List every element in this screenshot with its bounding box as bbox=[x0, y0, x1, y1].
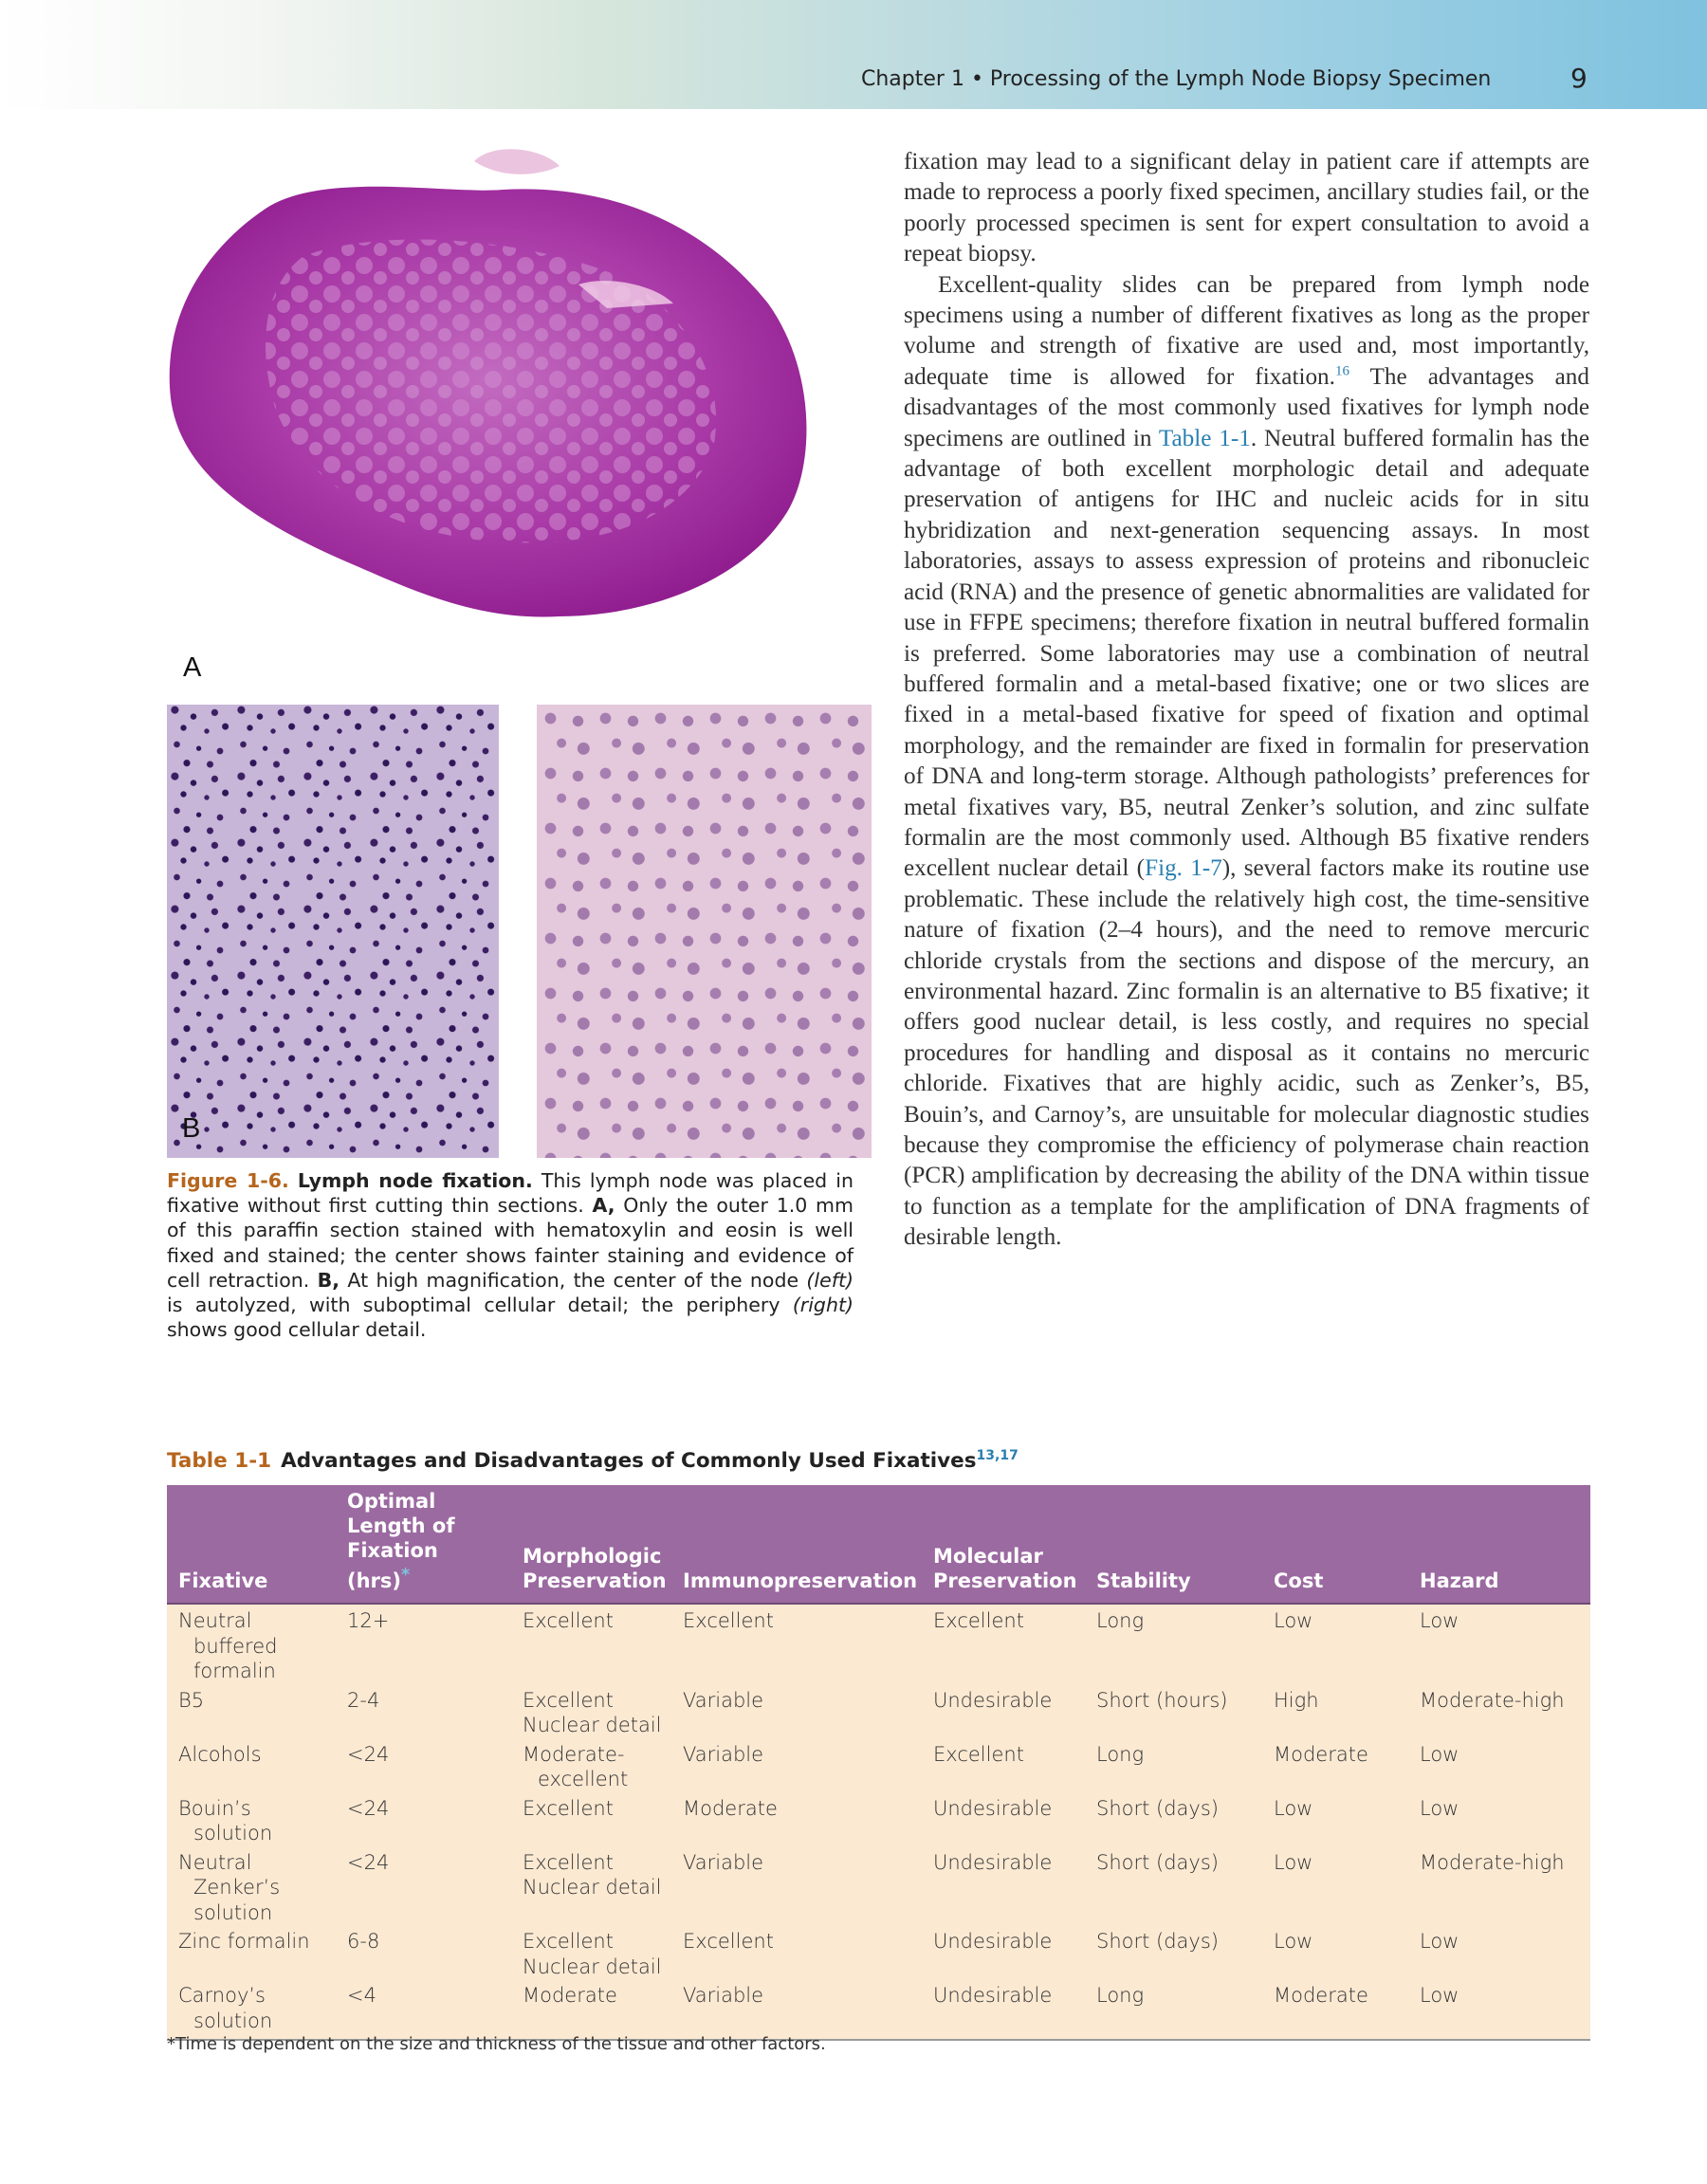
figure-caption-label: Figure 1-6. bbox=[167, 1169, 289, 1192]
cell-morphologic-line2: Nuclear detail bbox=[523, 1876, 662, 1899]
cell-hazard: Low bbox=[1408, 1979, 1590, 2040]
cell-morphologic-line2: Nuclear detail bbox=[523, 1714, 662, 1736]
body-text-span: . Neutral buffered formalin has the advantage of both excellent morphologic detail and adequate preservation of antigens for IHC and nucleic acids for in situ hybridization and next-generation sequencing assays. In most laboratories, assays to assess expression of proteins and ribonucleic acid (RNA) and the presence of genetic abnormalities are validated for use in FFPE specimens; therefore fixation in neutral buffered formalin is preferred. Some laboratories may use a combination of neutral buffered formalin and a metal-based fixative; one or two slices are fixed in a metal-based fixative for speed of fixation and optimal morphology, and the remainder are fixed in formalin for preservation of DNA and long-term storage. Although pathologists’ preferences for metal fixatives vary, B5, neutral Zenker’s solution, and zinc sulfate formalin are the most commonly used. Although B5 fixative renders excellent nuclear detail ( bbox=[904, 425, 1590, 882]
cell-fixative-line2: buffered formalin bbox=[193, 1634, 278, 1682]
cell-cost: Low bbox=[1274, 1850, 1313, 1874]
table-title bbox=[167, 1448, 1019, 1473]
column-header-immuno: Immunopreservation bbox=[671, 1485, 922, 1604]
cell-cost: Moderate bbox=[1262, 1979, 1408, 2040]
cell-morphologic-line2: excellent bbox=[538, 1768, 629, 1790]
cell-morphologic-line1: Excellent bbox=[523, 1796, 614, 1820]
body-paragraph: fixation may lead to a significant delay in patient care if attempts are made to reprocess a poorly fixed specimen, ancillary studies fail, or the poorly processed specimen is sent for expert consultation to avoid a repeat biopsy. bbox=[904, 149, 1589, 267]
cell-molecular: Undesirable bbox=[933, 1796, 1053, 1820]
caption-panel-a-ref: A, bbox=[592, 1194, 615, 1218]
panel-a-letter: A bbox=[183, 652, 202, 683]
figure-caption-text: This lymph node was placed in fixative without first cutting thin sections. bbox=[167, 1169, 854, 1218]
column-header-stability: Stability bbox=[1085, 1485, 1262, 1604]
cell-cost: Low bbox=[1274, 1796, 1313, 1820]
cell-hazard: Moderate-high bbox=[1420, 1688, 1565, 1712]
table-row bbox=[167, 1925, 1590, 1979]
figure-panel-b-right-image bbox=[537, 705, 872, 1158]
fixatives-table bbox=[167, 1485, 1590, 2041]
cell-stability: Short (days) bbox=[1096, 1850, 1219, 1874]
figure-panel-a-image bbox=[161, 142, 816, 688]
figure-link[interactable]: Fig. 1-7 bbox=[1145, 855, 1222, 882]
cell-immuno: Excellent bbox=[683, 1930, 774, 1953]
cell-stability: Short (hours) bbox=[1096, 1688, 1228, 1712]
caption-left-ref: (left) bbox=[806, 1268, 854, 1292]
cell-fixative-line1: Neutral bbox=[178, 1850, 252, 1874]
cell-morphologic-line1: Excellent bbox=[523, 1688, 614, 1712]
page-number: 9 bbox=[1570, 63, 1588, 94]
cell-morphologic bbox=[511, 1846, 671, 1926]
cell-length: 2-4 bbox=[347, 1688, 380, 1712]
cell-cost: High bbox=[1274, 1688, 1319, 1712]
figure-caption-text: At high magnification, the center of the node bbox=[347, 1268, 799, 1292]
cell-length: 12+ bbox=[347, 1609, 390, 1632]
cell-fixative bbox=[167, 1792, 336, 1846]
column-header-molecular: Molecular Preservation bbox=[922, 1485, 1085, 1604]
table-row bbox=[167, 1846, 1590, 1926]
cell-morphologic-line1: Excellent bbox=[523, 1850, 614, 1874]
panel-b-letter: B bbox=[182, 1113, 201, 1144]
cell-length: <24 bbox=[347, 1796, 390, 1820]
cell-morphologic-line2: Nuclear detail bbox=[523, 1955, 662, 1978]
table-row bbox=[167, 1684, 1590, 1738]
table-header-row bbox=[167, 1485, 1590, 1604]
footnote-marker: * bbox=[401, 1566, 411, 1585]
cell-fixative-line2: solution bbox=[193, 2009, 273, 2032]
cell-hazard: Low bbox=[1420, 1796, 1459, 1820]
cell-morphologic-line1: Excellent bbox=[523, 1609, 614, 1632]
cell-immuno: Excellent bbox=[683, 1609, 774, 1632]
cell-fixative bbox=[167, 1979, 336, 2040]
cell-cost: Low bbox=[1274, 1609, 1313, 1632]
reference-link[interactable]: 16 bbox=[1334, 363, 1349, 379]
column-header-morphologic: Morphologic Preservation bbox=[511, 1485, 671, 1604]
cell-morphologic bbox=[511, 1979, 671, 2040]
cell-stability: Short (days) bbox=[1096, 1796, 1219, 1820]
column-header-fixative: Fixative bbox=[167, 1485, 336, 1604]
cell-immuno: Variable bbox=[683, 1742, 764, 1766]
figure-panel-b-left-image bbox=[167, 705, 499, 1158]
cell-stability: Long bbox=[1096, 1742, 1145, 1766]
cell-fixative-line1: Neutral bbox=[178, 1609, 252, 1632]
cell-immuno: Variable bbox=[683, 1688, 764, 1712]
cell-fixative-line1: Bouin’s bbox=[178, 1796, 251, 1820]
cell-immuno: Moderate bbox=[683, 1796, 778, 1820]
figure-caption bbox=[167, 1168, 854, 1342]
cell-fixative bbox=[167, 1684, 336, 1738]
cell-molecular: Excellent bbox=[933, 1609, 1024, 1632]
cell-morphologic-line1: Excellent bbox=[523, 1930, 614, 1953]
cell-fixative-line1: Alcohols bbox=[178, 1742, 262, 1766]
cell-stability: Long bbox=[1085, 1979, 1262, 2040]
figure-caption-text: Only the outer 1.0 mm of this paraffin section stained with hematoxylin and eosin is well fixed and stained; the center shows fainter staining and evidence of cell retraction. bbox=[167, 1194, 854, 1292]
cell-length: <24 bbox=[347, 1850, 390, 1874]
cell-immuno: Variable bbox=[683, 1850, 764, 1874]
cell-immuno: Variable bbox=[671, 1979, 922, 2040]
cell-morphologic-line1: Moderate bbox=[523, 1984, 617, 2007]
table-row bbox=[167, 1792, 1590, 1846]
cell-fixative-line2: Zenker’s solution bbox=[193, 1876, 281, 1924]
table-title-refs[interactable]: 13,17 bbox=[976, 1448, 1019, 1463]
cell-morphologic bbox=[511, 1604, 671, 1684]
body-text-column bbox=[904, 147, 1589, 1254]
cell-hazard: Moderate-high bbox=[1420, 1850, 1565, 1874]
cell-fixative bbox=[167, 1738, 336, 1792]
body-text-span: The advantages and disadvantages of the most commonly used fixatives for lymph node specimens are outlined in bbox=[904, 363, 1589, 451]
cell-hazard: Low bbox=[1420, 1930, 1459, 1953]
cell-morphologic bbox=[511, 1684, 671, 1738]
column-header-hazard: Hazard bbox=[1408, 1485, 1590, 1604]
cell-hazard: Low bbox=[1420, 1609, 1459, 1632]
body-text-span: ), several factors make its routine use problematic. These include the relatively high cost, the time-sensitive nature of fixation (2–4 hours), and the need to remove mercuric chloride crystals from the sections and dispose of the mercury, an environmental hazard. Zinc formalin is an alternative to B5 fixative; it offers good nuclear detail, is less costly, and requires no special procedures for handling and disposal as it contains no mercuric chloride. Fixatives that are highly acidic, such as Zenker’s, B5, Bouin’s, and Carnoy’s, are unsuitable for molecular diagnostic studies because they compromise the efficiency of polymerase chain reaction (PCR) amplification by decreasing the ability of the DNA within tissue to function as a template for the amplification of DNA fragments of desirable length. bbox=[904, 855, 1589, 1251]
cell-length: <24 bbox=[347, 1742, 390, 1766]
cell-cost: Low bbox=[1274, 1930, 1313, 1953]
page-header-band bbox=[0, 0, 1707, 109]
cell-stability: Short (days) bbox=[1096, 1930, 1219, 1953]
cell-molecular: Excellent bbox=[933, 1742, 1024, 1766]
table-footnote: *Time is dependent on the size and thickness of the tissue and other factors. bbox=[167, 2034, 826, 2054]
cell-morphologic-line1: Moderate- bbox=[523, 1742, 625, 1766]
cell-hazard: Low bbox=[1420, 1742, 1459, 1766]
body-text-span: Excellent-quality slides can be prepared from lymph node specimens using a number of different fixatives as long as the proper volume and strength of fixative are used and, most importantly, adequate time is allowed for fixation. bbox=[904, 271, 1589, 390]
cell-molecular: Undesirable bbox=[933, 1850, 1053, 1874]
table-row bbox=[167, 1738, 1590, 1792]
table-row bbox=[167, 1979, 1590, 2040]
cell-stability: Long bbox=[1096, 1609, 1145, 1632]
column-header-length-text: Optimal Length of Fixation (hrs) bbox=[347, 1490, 455, 1592]
cell-molecular: Undesirable bbox=[922, 1979, 1085, 2040]
table-label: Table 1-1 bbox=[167, 1449, 272, 1474]
cell-fixative-line1: B5 bbox=[178, 1688, 205, 1712]
cell-molecular: Undesirable bbox=[933, 1930, 1053, 1953]
table-link[interactable]: Table 1-1 bbox=[1158, 425, 1251, 451]
figure-caption-title: Lymph node fixation. bbox=[297, 1169, 533, 1192]
column-header-length bbox=[336, 1485, 511, 1604]
figure-caption-text: shows good cellular detail. bbox=[167, 1318, 427, 1342]
table-title-text: Advantages and Disadvantages of Commonly Used Fixatives bbox=[281, 1449, 977, 1474]
cell-length: 6-8 bbox=[347, 1930, 380, 1953]
cell-morphologic bbox=[511, 1792, 671, 1846]
cell-cost: Moderate bbox=[1274, 1742, 1368, 1766]
cell-molecular: Undesirable bbox=[933, 1688, 1053, 1712]
column-header-cost: Cost bbox=[1262, 1485, 1408, 1604]
cell-fixative bbox=[167, 1846, 336, 1926]
body-paragraph bbox=[904, 270, 1589, 1254]
table-row bbox=[167, 1604, 1590, 1684]
cell-fixative-line1: Carnoy’s bbox=[178, 1984, 266, 2007]
cell-fixative-line1: Zinc formalin bbox=[178, 1930, 310, 1953]
cell-length: <4 bbox=[336, 1979, 511, 2040]
caption-panel-b-ref: B, bbox=[317, 1268, 340, 1292]
cell-fixative bbox=[167, 1925, 336, 1979]
running-head: Chapter 1 • Processing of the Lymph Node Biopsy Specimen bbox=[861, 67, 1492, 91]
caption-right-ref: (right) bbox=[792, 1294, 854, 1317]
cell-fixative bbox=[167, 1604, 336, 1684]
cell-fixative-line2: solution bbox=[193, 1822, 273, 1844]
cell-morphologic bbox=[511, 1738, 671, 1792]
figure-caption-text: is autolyzed, with suboptimal cellular detail; the periphery bbox=[167, 1294, 780, 1317]
cell-morphologic bbox=[511, 1925, 671, 1979]
